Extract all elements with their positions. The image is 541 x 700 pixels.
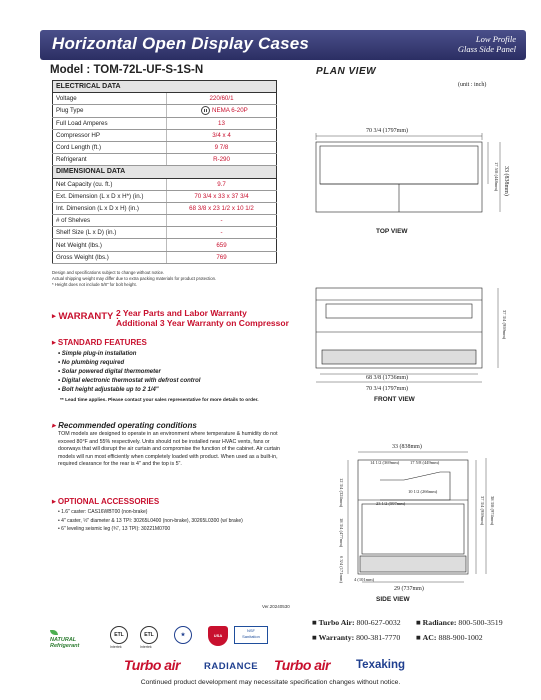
model-value: TOM-72L-UF-S-1S-N: [93, 64, 204, 76]
contact-row: [312, 615, 532, 630]
top-view-label: TOP VIEW: [376, 228, 408, 235]
features-list: [58, 350, 200, 395]
contact-phone: 888-900-1002: [438, 633, 483, 642]
usa-logo: ★: [174, 626, 192, 644]
dimensional-header: DIMENSIONAL DATA: [53, 166, 277, 178]
spec-label: Cord Length (ft.): [53, 141, 167, 153]
natural-line-2: Refrigerant: [50, 643, 80, 649]
accessories-title-text: OPTIONAL ACCESSORIES: [57, 497, 160, 506]
usa-shield-logo: USA: [208, 626, 228, 646]
table-row: [53, 117, 277, 129]
spec-label: Compressor HP: [53, 129, 167, 141]
dim-front-width: 70 3/4 (1797mm): [366, 386, 408, 392]
page-subtitle: [458, 34, 516, 54]
page-header: [40, 30, 526, 60]
contact-name: AC:: [422, 633, 437, 642]
side-view-label: SIDE VIEW: [376, 596, 410, 603]
spec-value: 3/4 x 4: [167, 129, 277, 141]
natural-line-1: NATURAL: [50, 637, 77, 643]
spec-value: 70 3/4 x 33 x 37 3/4: [167, 190, 277, 202]
contact-name: Warranty:: [318, 633, 355, 642]
contact-block: [312, 615, 532, 645]
natural-refrigerant-logo: [50, 626, 92, 649]
table-row: [53, 190, 277, 202]
spec-label: # of Shelves: [53, 215, 167, 227]
intertek-caption: Intertek: [140, 645, 152, 649]
dim-front-width-inner: 68 3/8 (1736mm): [366, 375, 408, 381]
radiance-logo: RADIANCE: [204, 661, 259, 672]
list-item: • 4" caster, ½" diameter & 13 TPI: 30265L0400 (non-brake), 30265L0300 (w/ brake): [58, 517, 243, 526]
warranty-label-text: WARRANTY :: [58, 311, 120, 322]
electrical-header: ELECTRICAL DATA: [53, 81, 277, 93]
spec-notes: [52, 270, 282, 288]
table-row: [53, 105, 277, 117]
intertek-caption: Intertek: [110, 645, 122, 649]
spec-label: Net Weight (lbs.): [53, 239, 167, 251]
subtitle-line-2: Glass Side Panel: [457, 44, 516, 54]
spec-label: Shelf Size (L x D) (in.): [53, 227, 167, 239]
table-row: [53, 93, 277, 105]
dim-side-b: 17 5/8 (449mm): [410, 460, 440, 465]
table-row: [53, 178, 277, 190]
spec-table: [52, 80, 277, 264]
table-row: [53, 239, 277, 251]
dim-side-h: 4 (101mm): [354, 577, 375, 582]
spec-label: Plug Type: [53, 105, 167, 117]
spec-value: 9 7/8: [167, 141, 277, 153]
accessories-title: [52, 497, 159, 506]
contact-phone: 800-500-3519: [458, 618, 503, 627]
conditions-title-text: Recommended operating conditions: [58, 421, 197, 430]
spec-value: 9.7: [167, 178, 277, 190]
table-row: [53, 227, 277, 239]
spec-label: Ext. Dimension (L x D x H*) (in.): [53, 190, 167, 202]
conditions-text: TOM models are designed to operate in an environment where temperature & humidity do not exceed 80°F and 55% respectively. Units should not be installed near HVAC vents, fans or doorways that will disrupt the air curtain and compromise the function of the cabinet. Air curtain models will run most efficiently when completely loaded with product. When used as a built-in, required clearance for the rear is 4" and the top is 5".: [58, 431, 280, 468]
turbo-air-logo: Turbo air: [124, 657, 180, 673]
version-label: Ver.20240530: [262, 604, 290, 609]
spec-value: 220/60/1: [167, 93, 277, 105]
dim-side-c: 10 1/2 (266mm): [408, 489, 438, 494]
dim-side-d: 23 1/2 (597mm): [376, 501, 406, 506]
dim-side-g: 6 3/4 (171mm): [339, 556, 344, 583]
dim-side-j: 37 3/4 (959mm): [480, 496, 485, 526]
spec-value: [167, 105, 277, 117]
spec-value: R-290: [167, 154, 277, 166]
table-row: [53, 251, 277, 263]
spec-value: -: [167, 215, 277, 227]
plan-drawings: [300, 100, 530, 600]
warranty-line-2: Additional 3 Year Warranty on Compressor: [116, 318, 289, 328]
table-row: [53, 154, 277, 166]
contact-turbo-air: ■ Turbo Air: 800-627-0032: [312, 618, 401, 627]
front-view-drawing: [316, 288, 498, 382]
spec-value: 13: [167, 117, 277, 129]
certifications: [50, 624, 290, 650]
top-view-drawing: [316, 133, 500, 212]
plan-view-title: PLAN VIEW: [316, 66, 377, 77]
contact-warranty: ■ Warranty: 800-381-7770: [312, 633, 401, 642]
unit-label: (unit : inch): [458, 82, 487, 88]
spec-value: -: [167, 227, 277, 239]
list-item: • Digital electronic thermostat with defrost control: [58, 377, 200, 386]
list-item: • 6" leveling seismic leg (¾", 13 TPI): 30221M0700: [58, 525, 243, 534]
brand-bar: [124, 657, 454, 677]
contact-name: Turbo Air:: [318, 618, 355, 627]
page-title: Horizontal Open Display Cases: [52, 34, 310, 53]
lead-time-note: ** Lead time applies. Please contact your sales representative for more details to order.: [60, 398, 259, 403]
dim-top-width: 70 3/4 (1797mm): [366, 128, 408, 134]
nsf-line-1: NSF: [247, 628, 255, 633]
spec-value: 769: [167, 251, 277, 263]
dim-side-k: 38 3/8 (974mm): [490, 496, 495, 526]
table-row: [53, 202, 277, 214]
arrow-right-icon: ▶: [52, 422, 56, 429]
list-item: • No plumbing required: [58, 359, 200, 368]
list-item: • 1.6" caster: CAS16WBT00 (non-brake): [58, 508, 243, 517]
warranty-lines: [116, 308, 289, 328]
spec-label: Full Load Amperes: [53, 117, 167, 129]
dim-side-e: 12 3/4 (324mm): [339, 478, 344, 508]
list-item: • Simple plug-in installation: [58, 350, 200, 359]
dim-top-depth-inner: 17 5/8 (448mm): [494, 162, 499, 192]
spec-value: 659: [167, 239, 277, 251]
contact-ac: ■ AC: 888-900-1002: [416, 633, 483, 642]
leaf-icon: [50, 630, 58, 635]
turbo-air-logo-2: Turbo air: [274, 657, 330, 673]
conditions-title: [52, 421, 197, 430]
spec-value: 68 3/8 x 23 1/2 x 10 1/2: [167, 202, 277, 214]
side-view-drawing: [348, 452, 486, 582]
accessories-list: [58, 508, 243, 534]
contact-phone: 800-627-0032: [356, 618, 401, 627]
contact-radiance: ■ Radiance: 800-500-3519: [416, 618, 503, 627]
spec-label: Refrigerant: [53, 154, 167, 166]
note-line: * Height does not include 5/8" for bolt height.: [52, 282, 137, 287]
dim-side-a: 14 1/2 (369mm): [370, 460, 400, 465]
etl-logo: ETL: [110, 626, 128, 644]
spec-label: Int. Dimension (L x D x H) (in.): [53, 202, 167, 214]
dim-side-f: 18 3/4 (477mm): [339, 518, 344, 548]
footer-note: Continued product development may necessitate specification changes without notice.: [140, 679, 401, 686]
texaking-logo: Texaking: [356, 659, 405, 671]
dim-top-depth: 33 (838mm): [503, 166, 509, 196]
dim-front-height: 37 3/4 (959mm): [502, 310, 507, 340]
contact-row: [312, 630, 532, 645]
nsf-logo: [234, 626, 268, 644]
warranty-label: [52, 311, 119, 322]
model-number: [50, 64, 203, 76]
arrow-right-icon: ▶: [52, 339, 56, 346]
warranty-line-1: 2 Year Parts and Labor Warranty: [116, 308, 247, 318]
table-row: [53, 129, 277, 141]
model-label: Model :: [50, 64, 91, 76]
features-title-text: STANDARD FEATURES: [57, 338, 147, 347]
spec-label: Gross Weight (lbs.): [53, 251, 167, 263]
subtitle-line-1: Low Profile: [475, 34, 516, 44]
contact-phone: 800-381-7770: [356, 633, 401, 642]
dim-side-i: 29 (737mm): [394, 586, 424, 592]
list-item: • Bolt height adjustable up to 2 1/4": [58, 386, 200, 395]
list-item: • Solar powered digital thermometer: [58, 368, 200, 377]
front-view-label: FRONT VIEW: [374, 396, 415, 403]
note-line: Design and specifications subject to change without notice.: [52, 270, 165, 275]
features-title: [52, 338, 147, 347]
arrow-right-icon: ▶: [52, 498, 56, 505]
arrow-right-icon: ▶: [52, 313, 56, 320]
plug-icon: [201, 106, 210, 115]
etl-sanitation-logo: ETL: [140, 626, 158, 644]
table-row: [53, 215, 277, 227]
table-row: [53, 141, 277, 153]
nsf-line-2: Sanitation: [242, 633, 260, 639]
dim-side-depth: 33 (838mm): [392, 444, 422, 450]
spec-label: Voltage: [53, 93, 167, 105]
note-line: Actual shipping weight may differ due to extra packing materials for product protection.: [52, 276, 217, 281]
contact-name: Radiance:: [422, 618, 457, 627]
spec-label: Net Capacity (cu. ft.): [53, 178, 167, 190]
plug-type-value: NEMA 6-20P: [212, 107, 248, 115]
